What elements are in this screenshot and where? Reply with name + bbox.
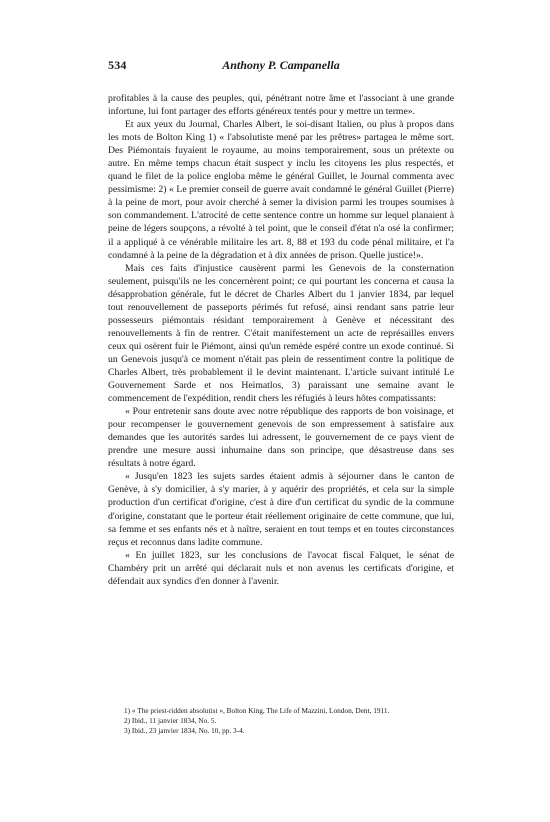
paragraph-injustice: Mais ces faits d'injustice causèrent parmi les Genevois de la consternation seulement, puisqu'ils ne les concernèrent point; ce qui pourtant les concerna et causa la désapprobation générale, fut le décret de Charles Albert du 1 janvier 1834, par lequel tout renouvellement de passeports périmés fut refusé, ainsi rendant sans patrie leur possesseurs piémontais résidant temporairement à Genève et nécessitant des renouvellements à fin de rentrer. C'était manifestement un acte de représailles envers ceux qui osèrent fuir le Piémont, ainsi qu'un remède espéré contre un exode continué. Si un Genevois jusqu'à ce moment n'était pas plein de ressentiment contre la politique de Charles Albert, très probablement il le devint maintenant. L'article suivant intitulé Le Gouvernement Sarde et nos Heimatlos, 3) paraissant une semaine avant le commencement de l'expédition, rendit chers les réfugiés à leurs hôtes compatissants: [108,262,454,405]
paragraph-journal: Et aux yeux du Journal, Charles Albert, le soi-disant Italien, ou plus à propos dans les mots de Bolton King 1) « l'absolutiste mené par les prêtres» partagea le même sort. Des Piémontais fuyaient le royaume, au moins temporairement, sous un prétexte ou autre. En même temps chacun était suspect y inclu les citoyens les plus respectés, et quand le filet de la police engloba même le général Guillet, le Journal commenta avec pessimisme: 2) « Le premier conseil de guerre avait condamné le général Guillet (Pierre) à la peine de mort, pour avoir cherché à semer la division parmi les troupes soumises à son commandement. L'atrocité de cette sentence contre un homme sur lequel planaient à peine de légers soupçons, a révolté à tel point, que le conseil d'état n'a osé la confirmer; il a appliqué à ce vénérable militaire les art. 8, 88 et 193 du code pénal militaire, et l'a condamné à la peine de la dégradation et à dix années de prison. Quelle justice!». [108,119,454,261]
running-title: Anthony P. Campanella [222,58,340,72]
footnote: 3) Ibid., 23 janvier 1834, No. 10, pp. 3-4. [124,726,245,736]
paragraph-continued: profitables à la cause des peuples, qui, pénétrant notre âme et l'associant à une grande infortune, lui font partager des efforts généreux tentés pour y mettre un terme». [108,93,454,118]
footnote: 1) « The priest-ridden absolutist », Bolton King, The Life of Mazzini, London, Dent, 1911. [124,706,390,715]
quote-paragraph: « Pour entretenir sans doute avec notre république des rapports de bon voisinage, et pour recompenser le gouvernement genevois de son empressement à satisfaire aux demandes que les autorités sardes lui adressent, le gouvernement de ce pays vient de prendre une mesure aussi inhumaine dans son principe, que désastreuse dans ses résultats à notre égard. [108,406,454,470]
quote-paragraph: « En juillet 1823, sur les conclusions de l'avocat fiscal Falquet, le sénat de Chambéry prit un arrêté qui déclarait nuls et non avenus les certificats d'origine, et défendait aux syndics d'en donner à l'avenir. [108,549,454,587]
page-body [108,92,454,588]
footnotes [108,706,454,737]
footnote: 2) Ibid., 11 janvier 1834, No. 5. [124,716,217,726]
page-header [108,58,454,74]
quote-paragraph: « Jusqu'en 1823 les sujets sardes étaient admis à séjourner dans le canton de Genève, à s'y domicilier, à s'y marier, à y aquérir des propriétés, et cela sur la simple production d'un certificat d'origine, c'est à dire d'un certificat du syndic de la commune d'origine, constatant que le porteur était réellement originaire de cette commune, que lui, sa femme et ses enfants nés et à naître, seraient en tout temps et en toutes circonstances reçus et reconnus dans ladite commune. [108,471,454,548]
page-number: 534 [108,58,127,72]
